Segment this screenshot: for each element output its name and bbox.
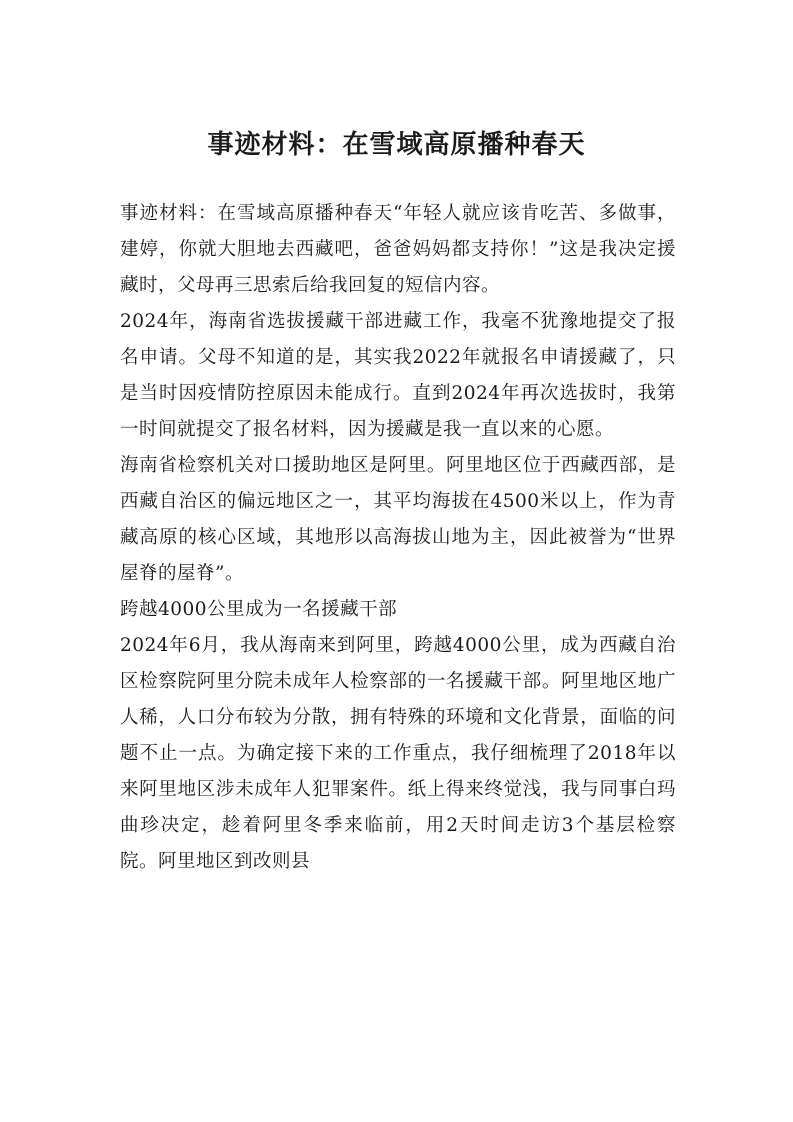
document-body — [120, 196, 676, 880]
paragraph-arrival: 2024年6月，我从海南来到阿里，跨越4000公里，成为西藏自治区检察院阿里分院未成年人检察部的一名援藏干部。阿里地区地广人稀，人口分布较为分散，拥有特殊的环境和文化背景，面临的问题不止一点。为确定接下来的工作重点，我仔细梳理了2018年以来阿里地区涉未成年人犯罪案件。纸上得来终觉浅，我与同事白玛曲珍决定，趁着阿里冬季来临前，用2天时间走访3个基层检察院。阿里地区到改则县 — [120, 635, 676, 872]
paragraph-ali-region: 海南省检察机关对口援助地区是阿里。阿里地区位于西藏西部，是西藏自治区的偏远地区之一，其平均海拔在4500米以上，作为青藏高原的核心区域，其地形以高海拔山地为主，因此被誉为“世界屋脊的屋脊”。 — [120, 455, 676, 584]
section-heading: 跨越4000公里成为一名援藏干部 — [120, 599, 398, 620]
paragraph-intro: 事迹材料：在雪域高原播种春天“年轻人就应该肯吃苦、多做事，建婷，你就大胆地去西藏吧，爸爸妈妈都支持你！”这是我决定援藏时，父母再三思索后给我回复的短信内容。 — [120, 203, 676, 296]
paragraph-selection: 2024年，海南省选拔援藏干部进藏工作，我毫不犹豫地提交了报名申请。父母不知道的是，其实我2022年就报名申请援藏了，只是当时因疫情防控原因未能成行。直到2024年再次选拔时，我第一时间就提交了报名材料，因为援藏是我一直以来的心愿。 — [120, 311, 676, 440]
document-title: 事迹材料：在雪域高原播种春天 — [207, 130, 586, 160]
